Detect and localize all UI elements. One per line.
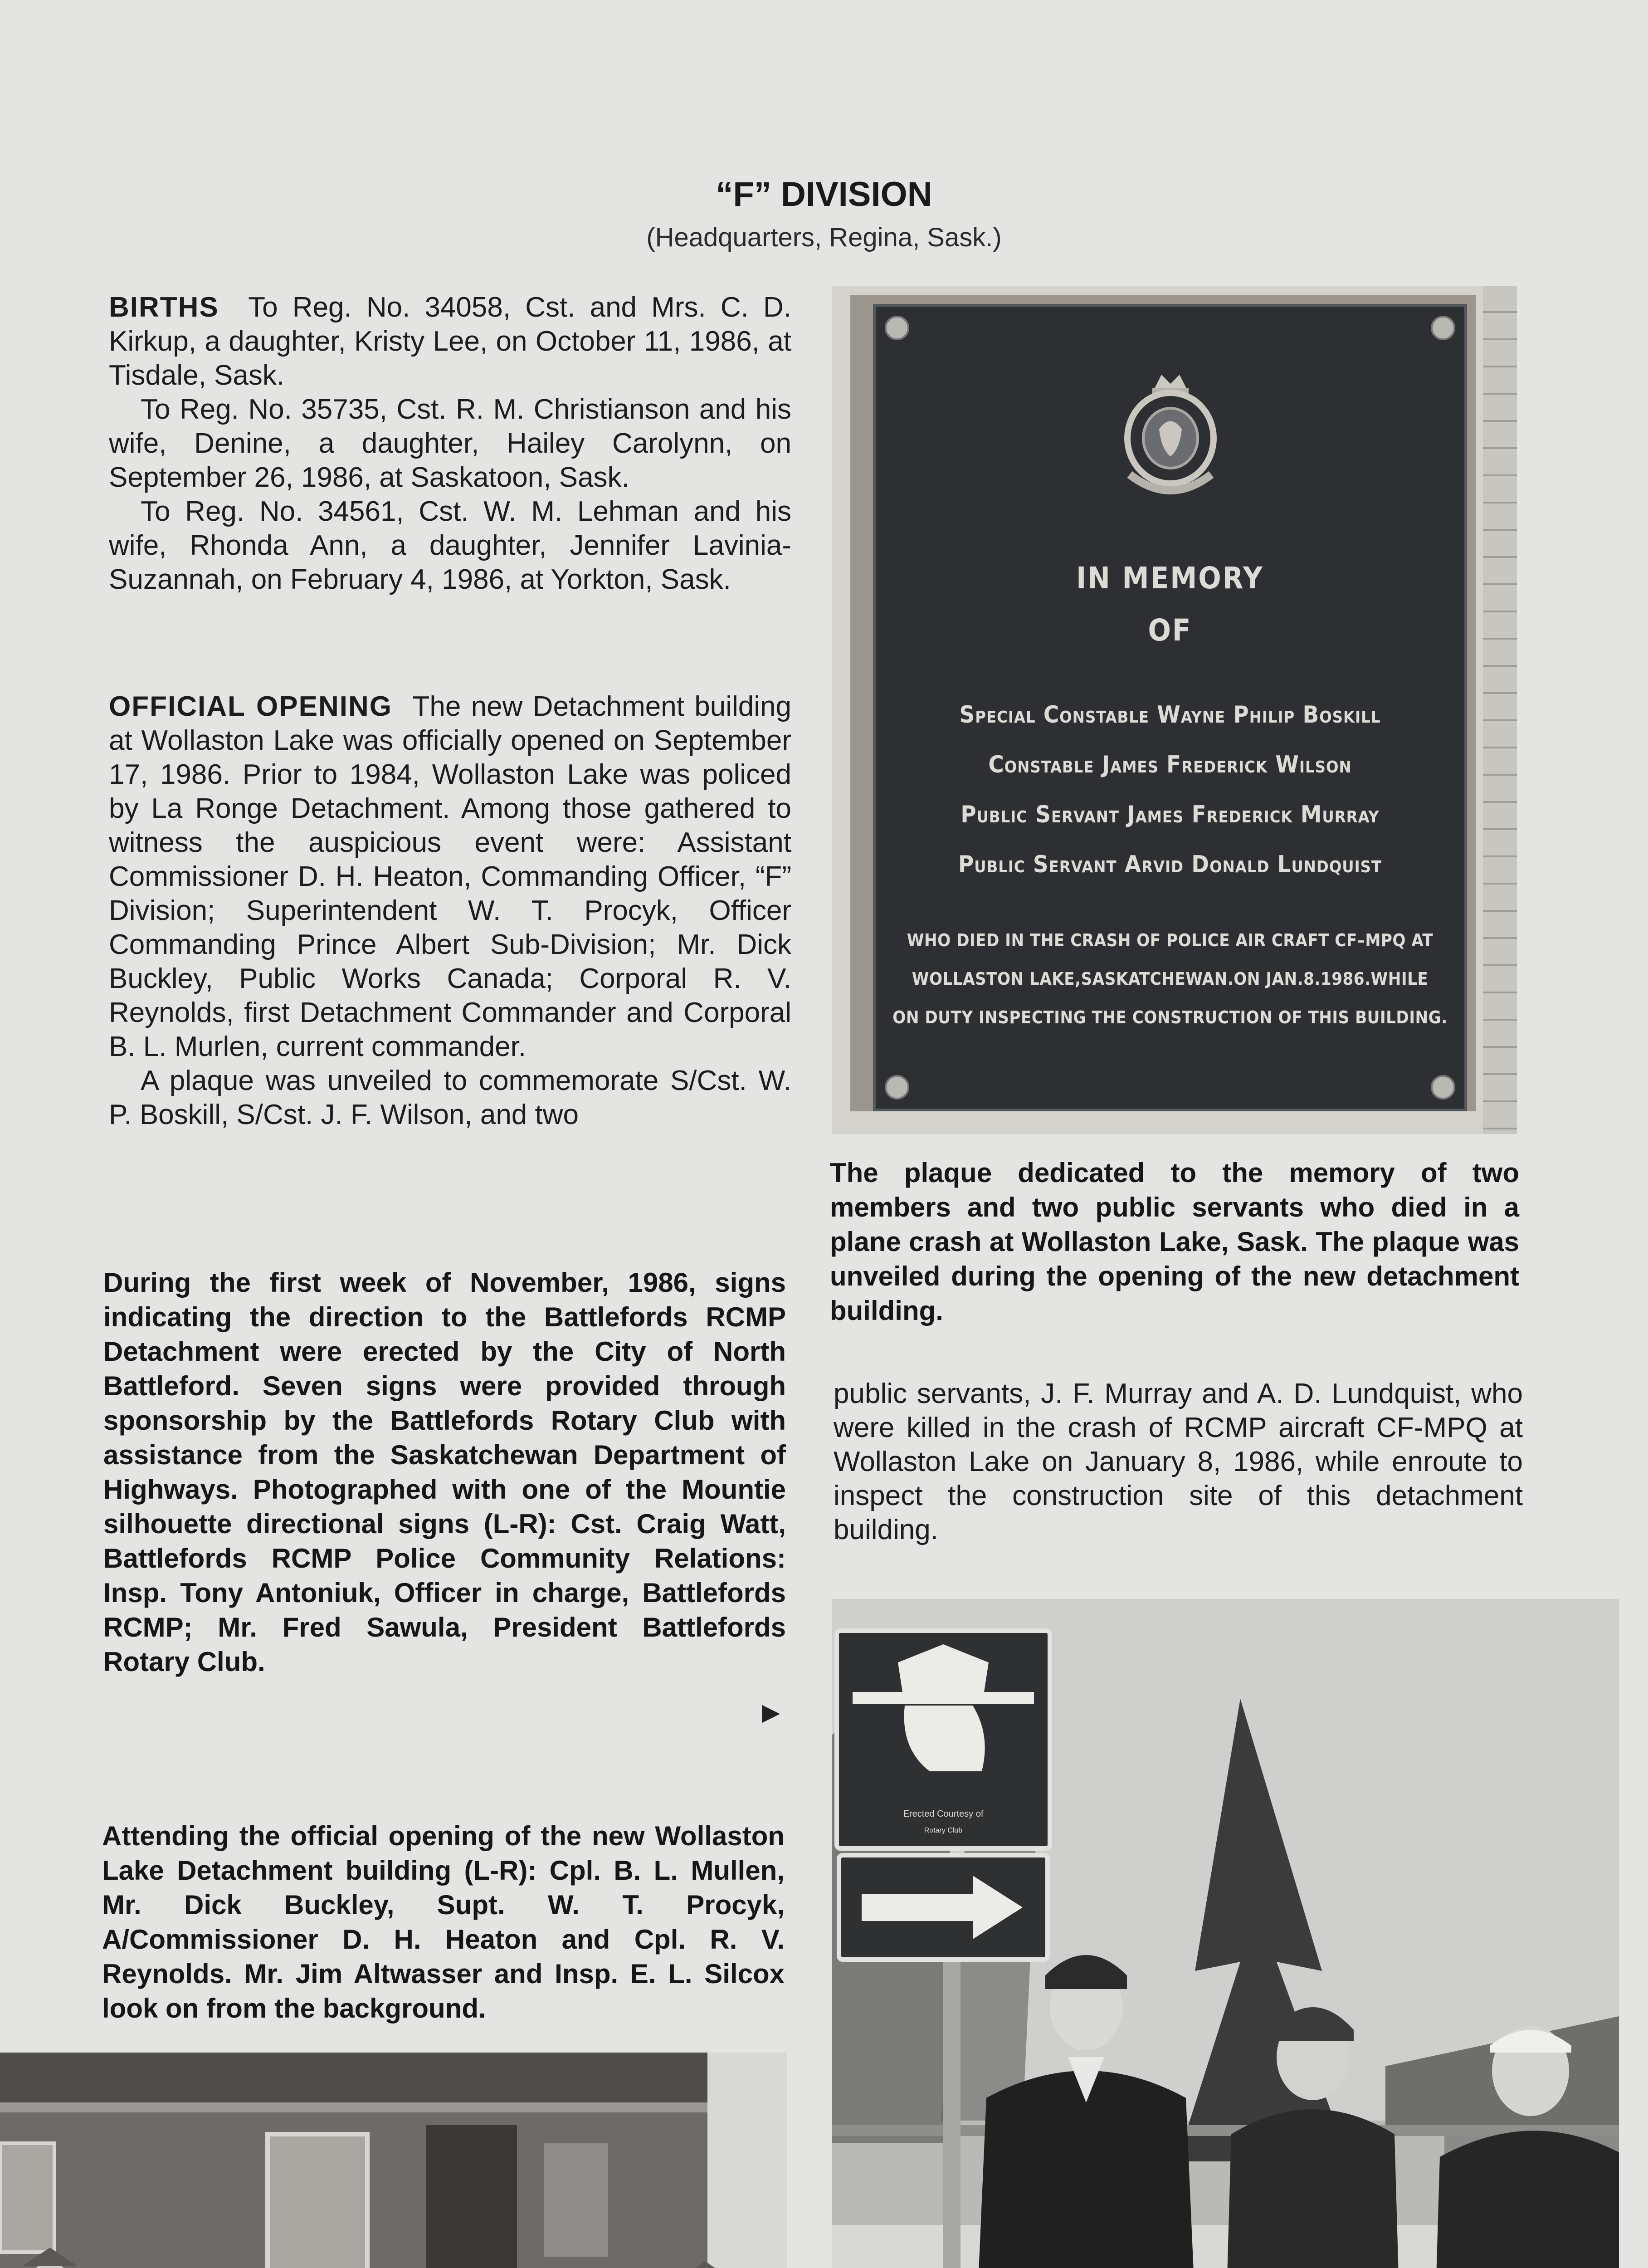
rcmp-crest-icon <box>1112 370 1229 506</box>
signs-photo-image <box>832 1599 1619 2268</box>
births-paragraph-1 <box>109 290 791 392</box>
screw-icon <box>885 1075 909 1100</box>
page-title: “F” DIVISION <box>716 175 932 214</box>
screw-icon <box>1431 316 1455 340</box>
signs-photo <box>832 1599 1619 2268</box>
screw-icon <box>1431 1075 1455 1100</box>
plaque-name-2: Constable James Frederick Wilson <box>988 751 1352 778</box>
opening-ceremony-photo-image <box>0 2053 787 2268</box>
births-paragraph-3: To Reg. No. 34561, Cst. W. M. Lehman and his wife, Rhonda Ann, a daughter, Jennifer Lavinia-Suzannah, on February 4, 1986, at Yorkton, Sask. <box>109 496 791 595</box>
sign-rotary-text: Rotary Club <box>924 1827 963 1834</box>
sign-courtesy-text: Erected Courtesy of <box>903 1809 984 1819</box>
official-opening-section <box>109 689 791 1132</box>
opening-caption: Attending the official opening of the new Wollaston Lake Detachment building (L-R): Cpl. B. L. Mullen, Mr. Dick Buckley, Supt. W. T. Procyk, A/Commissioner D. H. Heaton and Cpl. R. V. Reynolds. Mr. Jim Altwasser and Insp. E. L. Silcox look on from the background. <box>102 1821 785 2024</box>
plaque-line-in-memory: IN MEMORY <box>1076 561 1264 596</box>
official-opening-heading: OFFICIAL OPENING <box>109 691 392 722</box>
births-section <box>109 290 791 596</box>
plaque-name-4: Public Servant Arvid Donald Lundquist <box>958 851 1382 878</box>
continue-arrow-icon: ▶ <box>762 1699 780 1725</box>
memorial-plaque <box>873 304 1467 1111</box>
plaque-text-2: WOLLASTON LAKE,SASKATCHEWAN.ON JAN.8.1986.WHILE <box>912 969 1429 989</box>
signs-caption: During the first week of November, 1986, signs indicating the direction to the Battlefords RCMP Detachment were erected by the City of North Battleford. Seven signs were provided through sponsorship by the Battlefords Rotary Club with assistance from the Saskatchewan Department of Highways. Photographed with one of the Mountie silhouette directional signs (L-R): Cst. Craig Watt, Battlefords RCMP Police Community Relations: Insp. Tony Antoniuk, Officer in charge, Battlefords RCMP; Mr. Fred Sawula, President Battlefords Rotary Club. <box>103 1267 786 1677</box>
births-heading: BIRTHS <box>109 292 219 323</box>
screw-icon <box>885 316 909 340</box>
official-opening-text-1: The new Detachment building at Wollaston Lake was officially opened on September 17, 1986. Prior to 1984, Wollaston Lake was policed by La Ronge Detachment. Among those gathered to witness the auspicious event were: Assistant Commissioner D. H. Heaton, Commanding Officer, “F” Division; Superintendent W. T. Procyk, Officer Commanding Prince Albert Sub-Division; Mr. Dick Buckley, Public Works Canada; Corporal R. V. Reynolds, first Detachment Commander and Corporal B. L. Murlen, current commander. <box>109 691 792 1062</box>
official-opening-continuation: public servants, J. F. Murray and A. D. Lundquist, who were killed in the crash of RCMP aircraft CF-MPQ at Wollaston Lake on January 8, 1986, while enroute to inspect the construction site of this detachment building. <box>834 1378 1523 1545</box>
wall-siding <box>1483 286 1517 1134</box>
plaque-name-3: Public Servant James Frederick Murray <box>961 801 1380 828</box>
births-text-1: To Reg. No. 34058, Cst. and Mrs. C. D. Kirkup, a daughter, Kristy Lee, on October 11, 1986, at Tisdale, Sask. <box>109 292 791 391</box>
plaque-caption: The plaque dedicated to the memory of two members and two public servants who died in a plane crash at Wollaston Lake, Sask. The plaque was unveiled during the opening of the new detachment building. <box>830 1158 1519 1326</box>
births-paragraph-2: To Reg. No. 35735, Cst. R. M. Christianson and his wife, Denine, a daughter, Hailey Carolynn, on September 26, 1986, at Saskatoon, Sask. <box>109 394 791 493</box>
page-subtitle: (Headquarters, Regina, Sask.) <box>646 223 1002 252</box>
plaque-text-1: WHO DIED IN THE CRASH OF POLICE AIR CRAFT CF–MPQ AT <box>907 930 1433 950</box>
official-opening-paragraph-2: A plaque was unveiled to commemorate S/Cst. W. P. Boskill, S/Cst. J. F. Wilson, and two <box>109 1065 791 1130</box>
plaque-name-1: Special Constable Wayne Philip Boskill <box>959 701 1381 728</box>
official-opening-paragraph-1 <box>109 689 791 1064</box>
opening-ceremony-photo <box>0 2053 787 2268</box>
plaque-line-of: OF <box>1148 613 1192 648</box>
plaque-text-3: ON DUTY INSPECTING THE CONSTRUCTION OF THIS BUILDING. <box>892 1007 1448 1027</box>
